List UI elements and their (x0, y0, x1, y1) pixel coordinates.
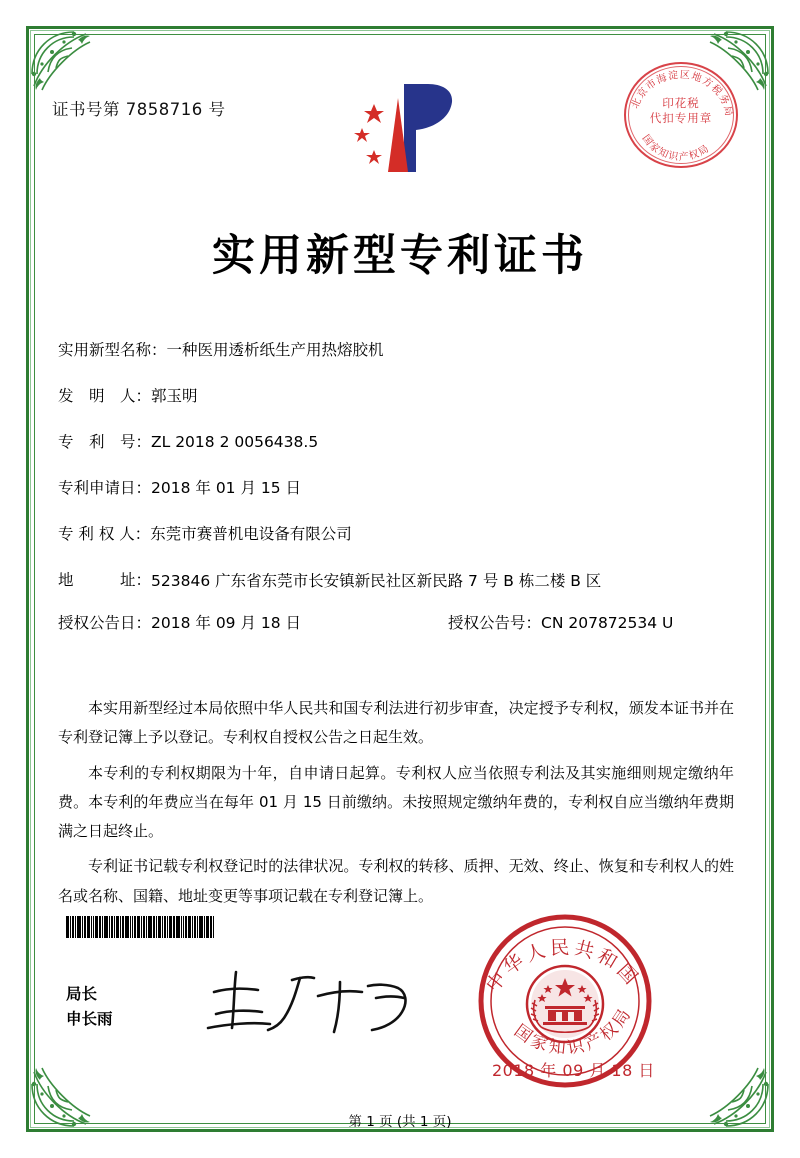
field-value: 523846 广东省东莞市长安镇新民社区新民路 7 号 B 栋二楼 B 区 (151, 572, 602, 591)
director-title-label: 局长 (66, 985, 98, 1003)
field-label: 实用新型名称： (58, 341, 167, 359)
paragraph: 专利证书记载专利权登记时的法律状况。专利权的转移、质押、无效、终止、恢复和专利权人的姓名或名称、国籍、地址变更等事项记载在专利登记簿上。 (58, 857, 734, 905)
field-value: 一种医用透析纸生产用热熔胶机 (166, 341, 384, 359)
certificate-fields (58, 338, 742, 643)
field-application-date (58, 476, 742, 500)
grant-date-value: 2018 年 09 月 18 日 (151, 614, 302, 633)
svg-text:中华人民共和国: 中华人民共和国 (481, 936, 645, 997)
field-label: 专 利 权 人： (58, 525, 151, 544)
field-label: 专 利 号： (58, 433, 152, 452)
page-title: 实用新型专利证书 (212, 231, 588, 281)
director-name: 申长雨 (66, 1009, 113, 1028)
field-address (58, 568, 742, 595)
cnipa-logo-icon (330, 76, 470, 186)
field-label: 专利申请日： (58, 479, 152, 498)
grant-date-label: 授权公告日： (58, 614, 152, 633)
svg-text:国家知识产权局: 国家知识产权局 (510, 1003, 637, 1059)
field-utility-model-name (58, 338, 742, 362)
paragraph: 本实用新型经过本局依照中华人民共和国专利法进行初步审查，决定授予专利权，颁发本证书并在专利登记簿上予以登记。专利权自授权公告之日起生效。 (58, 699, 734, 747)
grant-date (58, 611, 448, 635)
page-footer: 第 1 页 (共 1 页) (348, 1114, 452, 1130)
field-patent-number (58, 430, 742, 454)
field-label: 地 址： (58, 571, 152, 590)
svg-text:北京市海淀区地方税务局: 北京市海淀区地方税务局 (629, 69, 735, 119)
director-block (66, 982, 113, 1032)
grant-number-value: CN 207872534 U (541, 614, 674, 633)
grant-info-row (58, 611, 742, 635)
paragraph: 本专利的专利权期限为十年，自申请日起算。专利权人应当依照专利法及其实施细则规定缴纳年费。本专利的年费应当在每年 01 月 15 日前缴纳。未按照规定缴纳年费的，专利权自应当缴纳年费期满之日起终止。 (58, 763, 734, 840)
tax-stamp (624, 62, 742, 172)
field-value: 郭玉明 (151, 387, 198, 406)
director-signature-icon (200, 962, 420, 1042)
field-value: 东莞市赛普机电设备有限公司 (150, 525, 352, 544)
field-label: 发 明 人： (58, 387, 152, 406)
tax-stamp-center-text: 印花税 代扣专用章 (649, 96, 713, 125)
grant-number-label: 授权公告号： (448, 614, 542, 633)
svg-text:国家知识产权局: 国家知识产权局 (639, 133, 712, 164)
corner-ornament-icon (28, 28, 102, 102)
field-value: 2018 年 01 月 15 日 (151, 479, 302, 498)
certificate-number: 证书号第 7858716 号 (52, 100, 226, 119)
seal-date: 2018 年 09 月 18 日 (492, 1061, 655, 1080)
field-patentee (58, 522, 742, 546)
barcode (66, 916, 256, 938)
field-value: ZL 2018 2 0056438.5 (151, 433, 319, 452)
field-inventor (58, 384, 742, 408)
certificate-body-text (58, 694, 734, 917)
grant-number (448, 611, 742, 635)
